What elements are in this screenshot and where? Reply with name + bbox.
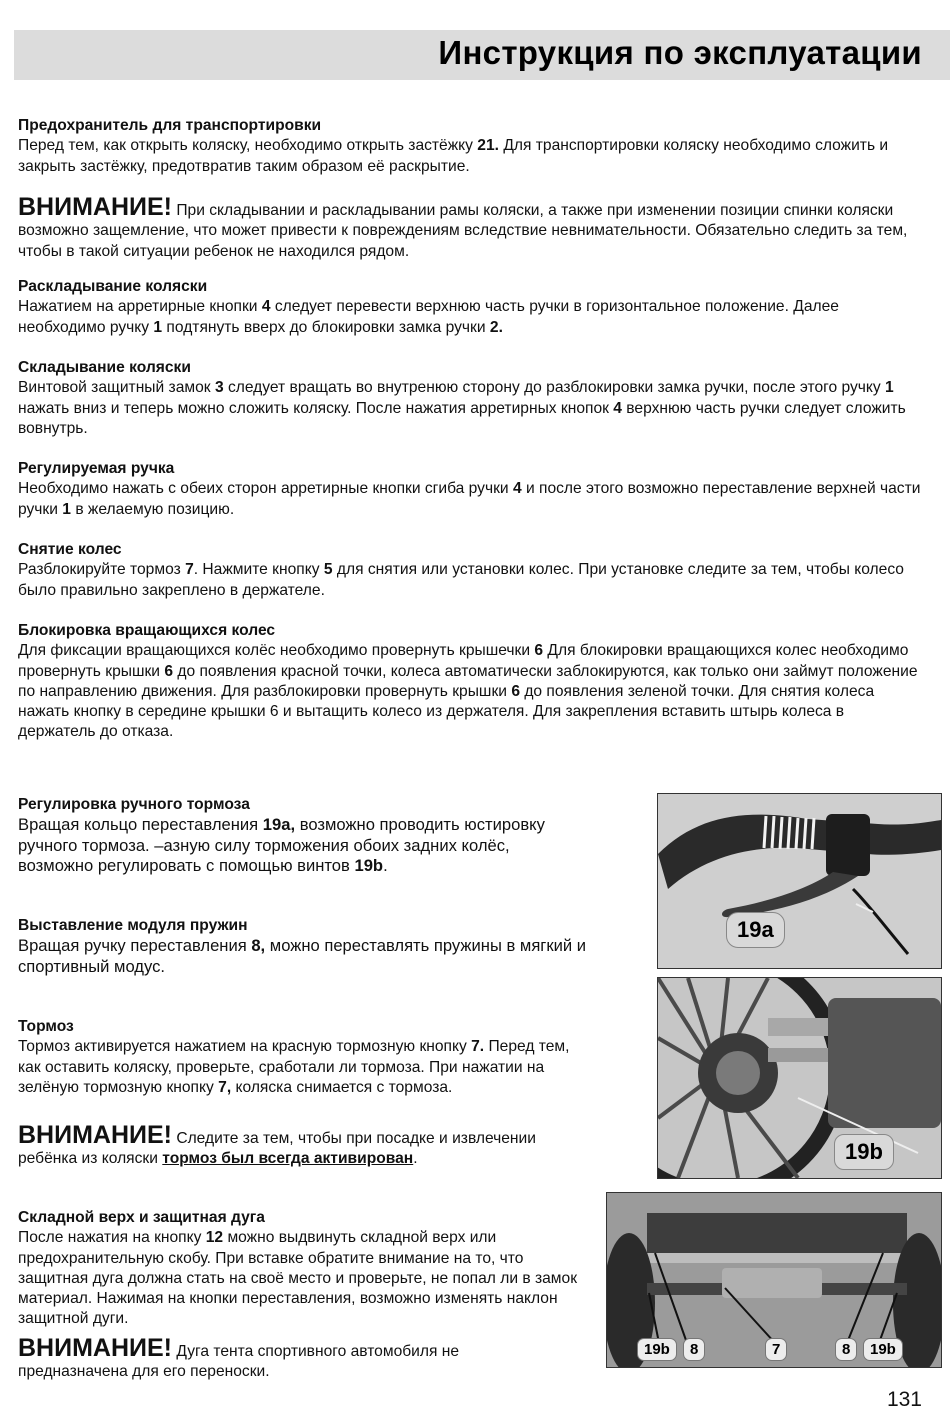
warning-label: ВНИМАНИЕ! (18, 1334, 172, 1362)
label-19b: 19b (834, 1134, 894, 1170)
section-unfolding: Раскладывание коляски Нажатием на арретирные кнопки 4 следует перевести верхнюю часть ручки в горизонтальное положение. Далее необходимо ручку 1 подтянуть вверх до блокировки замка ручки 2. (18, 277, 923, 338)
label-19a: 19a (726, 912, 785, 948)
warning-canopy: ВНИМАНИЕ! Дуга тента спортивного автомобиля не предназначена для его переноски. (18, 1334, 460, 1381)
section-heading: Предохранитель для транспортировки (18, 117, 322, 134)
rear-axle-photo (606, 1192, 942, 1368)
section-heading: Складной верх и защитная дуга (18, 1209, 265, 1226)
section-heading: Складывание коляски (18, 359, 191, 376)
section-hand-brake: Регулировка ручного тормоза Вращая кольцо переставления 19a, возможно проводить юстировку ручного тормоза. –азную силу торможения обоих задних колёс, возможно регулировать с помощью винтов 19b. (18, 795, 578, 876)
hand-brake-illustration (658, 794, 941, 968)
page-title: Инструкция по эксплуатации (438, 34, 922, 71)
warning-label: ВНИМАНИЕ! (18, 1121, 172, 1149)
section-canopy-bar: Складной верх и защитная дуга После нажатия на кнопку 12 можно выдвинуть складной верх или предохранительную скобу. При вставке обратите внимание на то, что защитная дуга должна стать на своё место и проверьте, не попал ли в замок материал. Нажимая на кнопки переставления, возможно изменять наклон защитной дуги. (18, 1208, 588, 1330)
hand-brake-photo (657, 793, 942, 969)
warning-folding: ВНИМАНИЕ! При складывании и раскладывании рамы коляски, а также при изменении позиции спинки коляски возможно защемление, что может привести к повреждениям вследствие невнимательности. Обязательно следить за тем, чтобы в такой ситуации ребенок не находился рядом. (18, 193, 908, 260)
section-brake: Тормоз Тормоз активируется нажатием на красную тормозную кнопку 7. Перед тем, как оставить коляску, проверьте, сработали ли тормоза. При нажатии на зелёную тормозную кнопку 7, коляска снимается с тормоза. (18, 1017, 578, 1098)
section-heading: Выставление модуля пружин (18, 917, 248, 934)
section-heading: Регулируемая ручка (18, 460, 175, 477)
label-19b-right: 19b (863, 1338, 903, 1361)
label-19b-left: 19b (637, 1338, 677, 1361)
label-7: 7 (765, 1338, 787, 1361)
warning-brake: ВНИМАНИЕ! Следите за тем, чтобы при посадке и извлечении ребёнка из коляски тормоз был всегда активирован. (18, 1121, 536, 1168)
brake-wheel-photo (657, 977, 942, 1179)
label-8-left: 8 (683, 1338, 705, 1361)
section-wheel-removal: Снятие колес Разблокируйте тормоз 7. Нажмите кнопку 5 для снятия или установки колес. При установке следите за тем, чтобы колесо было правильно закреплено в держателе. (18, 540, 923, 601)
page-number: 131 (886, 1388, 922, 1411)
section-adjustable-handle: Регулируемая ручка Необходимо нажать с обеих сторон арретирные кнопки сгиба ручки 4 и после этого возможно переставление верхней части ручки 1 в желаемую позицию. (18, 459, 923, 520)
section-heading: Раскладывание коляски (18, 278, 208, 295)
label-8-right: 8 (835, 1338, 857, 1361)
section-heading: Тормоз (18, 1018, 74, 1035)
section-heading: Регулировка ручного тормоза (18, 796, 250, 813)
section-folding: Складывание коляски Винтовой защитный замок 3 следует вращать во внутренюю сторону до разблокировки замка ручки, после этого ручку 1 нажать вниз и теперь можно сложить коляску. После нажатия арретирных кнопок 4 верхнюю часть ручки следует сложить вовнутрь. (18, 358, 923, 439)
section-transport-lock: Предохранитель для транспортировки Перед тем, как открыть коляску, необходимо открыть застёжку 21. Для транспортировки коляску необходимо сложить и закрыть застёжку, предотвратив таким образом её раскрытие. (18, 116, 923, 177)
section-spring-module: Выставление модуля пружин Вращая ручку переставления 8, можно переставлять пружины в мягкий и спортивный модус. (18, 916, 598, 977)
section-swivel-lock: Блокировка вращающихся колес Для фиксации вращающихся колёс необходимо провернуть крышечки 6 Для блокировки вращающихся колес необходимо провернуть крышки 6 до появления красной точки, колеса автоматически заблокируются, как только они займут положение по направлению движения. Для разблокировки провернуть крышки 6 до появления зеленой точки. Для снятия колеса нажать кнопку в середине крышки 6 и вытащить колесо из держателя. Для закрепления вставить штырь колеса в держатель до отказа. (18, 621, 923, 743)
warning-label: ВНИМАНИЕ! (18, 193, 172, 221)
section-heading: Снятие колес (18, 541, 122, 558)
brake-wheel-illustration (658, 978, 941, 1178)
section-heading: Блокировка вращающихся колес (18, 622, 276, 639)
